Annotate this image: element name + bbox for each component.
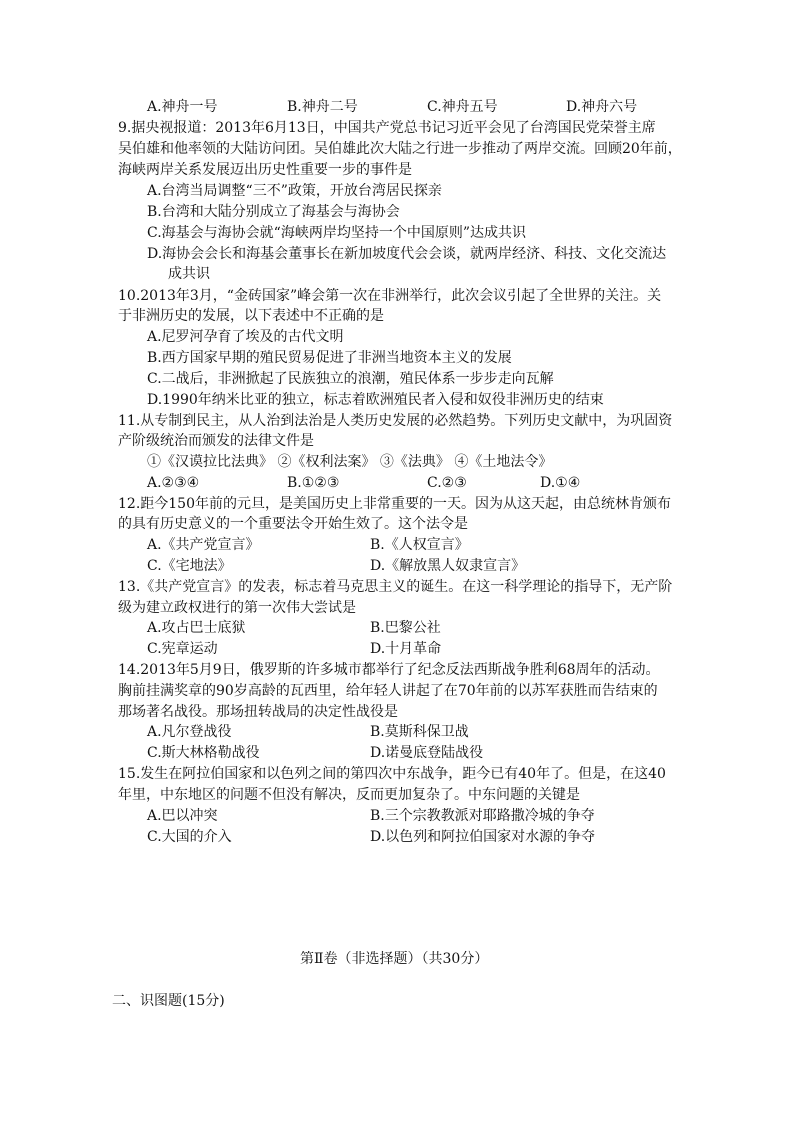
q12-option-c: C.《宅地法》 [147,558,232,574]
q15-option-d: D.以色列和阿拉伯国家对水源的争夺 [370,829,596,845]
q8-option-a: A.神舟一号 [147,99,218,115]
q12-stem-line: 的具有历史意义的一个重要法令开始生效了。这个法令是 [118,516,468,532]
q12-option-d: D.《解放黑人奴隶宣言》 [370,558,526,574]
q11-option-a: A.②③④ [147,475,200,491]
q11-items: ①《汉谟拉比法典》 ②《权利法案》 ③《法典》 ④《土地法令》 [147,454,553,470]
q9-stem-line: 吴伯雄和他率领的大陆访问团。吴伯雄此次大陆之行进一步推动了两岸交流。回顾20年前， [118,141,682,157]
q10-stem-line: 于非洲历史的发展，以下表述中不正确的是 [118,308,384,324]
q14-option-c: C.斯大林格勒战役 [147,745,260,761]
q9-option-c: C.海基会与海协会就“海峡两岸均坚持一个中国原则”达成共识 [147,225,526,241]
q10-option-d: D.1990年纳米比亚的独立，标志着欧洲殖民者入侵和奴役非洲历史的结束 [147,392,604,408]
q10-option-a: A.尼罗河孕育了埃及的古代文明 [147,329,344,345]
q13-option-d: D.十月革命 [370,641,442,657]
q9-option-d-continued: 成共识 [168,266,210,282]
q13-option-a: A.攻占巴士底狱 [147,620,246,636]
q15-option-c: C.大国的介入 [147,829,232,845]
q8-option-b: B.神舟二号 [287,99,358,115]
q9-option-b: B.台湾和大陆分别成立了海基会与海协会 [147,204,400,220]
q10-option-b: B.西方国家早期的殖民贸易促进了非洲当地资本主义的发展 [147,350,512,366]
q9-stem-line: 9.据央视报道：2013年6月13日，中国共产党总书记习近平会见了台湾国民党荣誉主席 [118,120,656,136]
q15-stem-line: 15.发生在阿拉伯国家和以色列之间的第四次中东战争，距今已有40年了。但是，在这40 [118,766,666,782]
q12-stem-line: 12.距今150年前的元旦，是美国历史上非常重要的一天。因为从这天起，由总统林肯颁布 [118,496,671,512]
q11-option-b: B.①②③ [287,475,340,491]
q14-option-b: B.莫斯科保卫战 [370,724,469,740]
q15-stem-line: 年里，中东地区的问题不但没有解决，反而更加复杂了。中东问题的关键是 [118,787,580,803]
q15-option-b: B.三个宗教教派对耶路撒冷城的争夺 [370,808,595,824]
q14-option-a: A.凡尔登战役 [147,724,232,740]
q13-option-b: B.巴黎公社 [370,620,441,636]
q10-option-c: C.二战后，非洲掀起了民族独立的浪潮，殖民体系一步步走向瓦解 [147,371,554,387]
section2-title: 二、识图题(15分) [112,993,225,1009]
q8-option-d: D.神舟六号 [566,99,638,115]
q11-option-d: D.①④ [540,475,581,491]
q11-option-c: C.②③ [427,475,467,491]
q10-stem-line: 10.2013年3月，“金砖国家”峰会第一次在非洲举行，此次会议引起了全世界的关注。关 [118,288,662,304]
q12-option-b: B.《人权宣言》 [370,537,469,553]
q9-option-a: A.台湾当局调整“三不”政策，开放台湾居民探亲 [147,183,442,199]
q13-stem-line: 级为建立政权进行的第一次伟大尝试是 [118,600,356,616]
q9-option-d: D.海协会会长和海基会董事长在新加坡度代会会谈，就两岸经济、科技、文化交流达 [147,246,667,262]
q11-stem-line: 11.从专制到民主，从人治到法治是人类历史发展的必然趋势。下列历史文献中，为巩固资 [118,413,673,429]
q15-option-a: A.巴以冲突 [147,808,218,824]
part2-title: 第Ⅱ卷（非选择题）（共30分） [300,951,489,967]
q9-stem-line: 海峡两岸关系发展迈出历史性重要一步的事件是 [118,162,412,178]
q14-option-d: D.诺曼底登陆战役 [370,745,484,761]
q14-stem-line: 那场著名战役。那场扭转战局的决定性战役是 [118,704,398,720]
q11-stem-line: 产阶级统治而颁发的法律文件是 [118,433,314,449]
q12-option-a: A.《共产党宣言》 [147,537,260,553]
q14-stem-line: 14.2013年5月9日，俄罗斯的许多城市都举行了纪念反法西斯战争胜利68周年的活动。 [118,662,660,678]
q13-stem-line: 13.《共产党宣言》的发表，标志着马克思主义的诞生。在这一科学理论的指导下，无产阶 [118,579,673,595]
q13-option-c: C.宪章运动 [147,641,218,657]
q14-stem-line: 胸前挂满奖章的90岁高龄的瓦西里，给年轻人讲起了在70年前的以苏军获胜而告结束的 [118,683,658,699]
q8-option-c: C.神舟五号 [427,99,498,115]
